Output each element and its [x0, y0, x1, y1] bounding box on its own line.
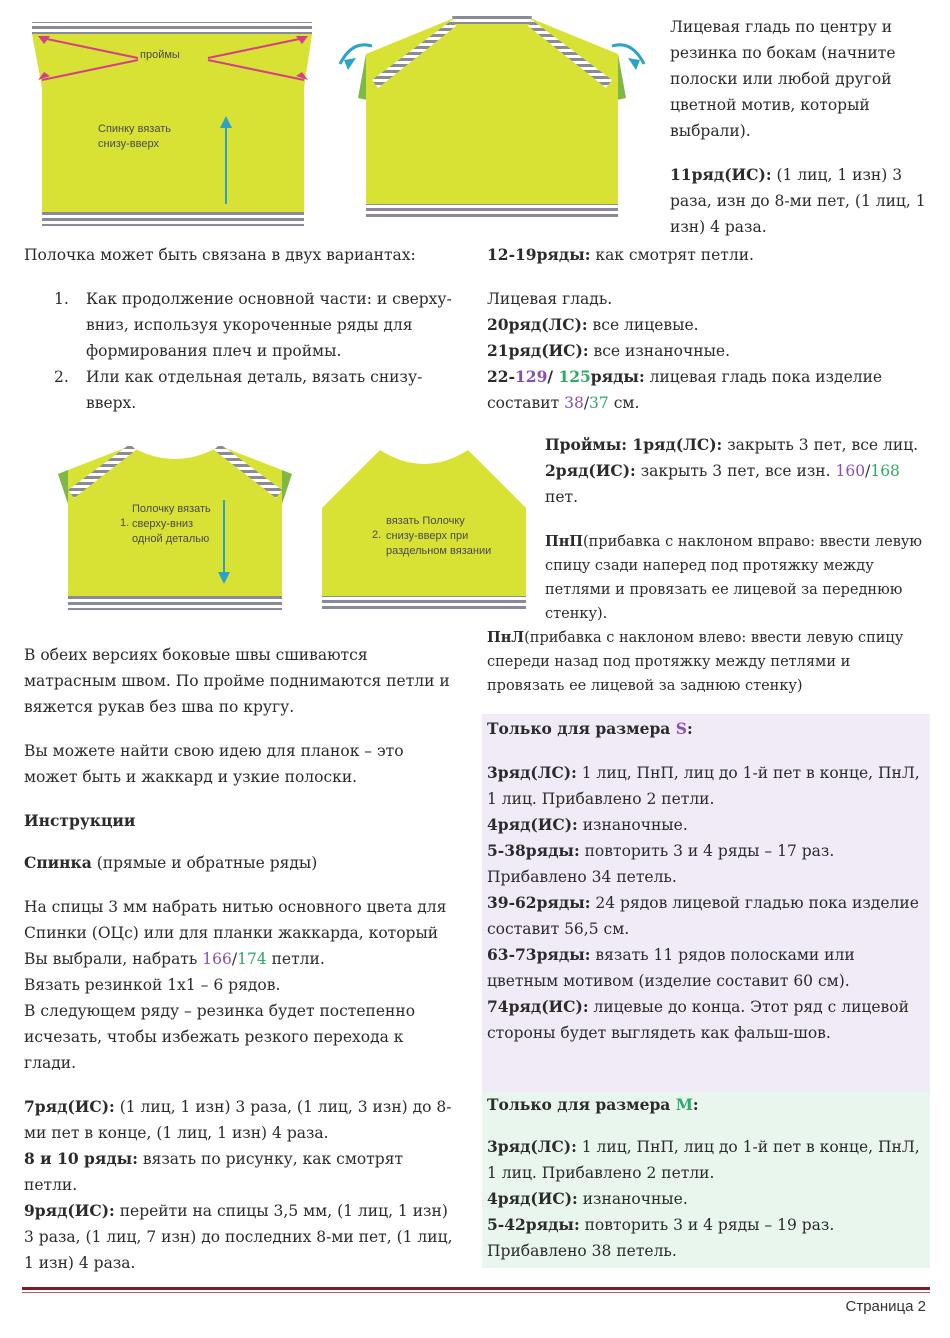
figure-front-one-piece: [50, 440, 300, 615]
side-seams-note: В обеих версиях боковые швы сшиваются матрасным швом. По пройме поднимаются петли и вяжется рукав без шва по кругу.: [24, 646, 450, 716]
front-intro: Полочка может быть связана в двух вариантах:: [24, 246, 416, 264]
figure-back-piece: [28, 14, 318, 234]
figure-front-separate: [318, 438, 530, 616]
footer-rule-thin: [22, 1292, 930, 1293]
bottom-rib: [42, 212, 304, 226]
top-stripe: [32, 22, 312, 34]
armholes-label: проймы: [140, 49, 180, 61]
armholes-block: Проймы: 1ряд(ЛС): закрыть 3 пет, все лиц. 2ряд(ИС): закрыть 3 пет, все изн. 160/168 пет.: [545, 435, 919, 506]
row12-19: 12-19ряды: как смотрят петли.: [487, 245, 754, 264]
cast-on-block: На спицы 3 мм набрать нитью основного цвета для Спинки (ОЦс) или для планки жаккарда, который Вы выбрали, набрать 166/174 петли. Вязать резинкой 1х1 – 6 рядов. В следующем ряду – резинка будет постепенно исчезать, чтобы избежать резкого перехода к глади.: [24, 898, 447, 1072]
footer-rule: [22, 1287, 930, 1290]
size-m-heading: Только для размера M:: [487, 1095, 699, 1114]
center-stockinette-note: Лицевая гладь по центру и резинка по бокам (начните полоски или любой другой цветной мотив, который выбрали).: [670, 18, 896, 140]
page-number: Страница 2: [845, 1298, 926, 1315]
pnp-definition: ПнП(прибавка с наклоном вправо: ввести левую спицу сзади наперед под протяжку между петлями и провязать ее лицевой за переднюю стенку).: [545, 533, 923, 622]
back-heading: Спинка (прямые и обратные ряды): [24, 853, 318, 872]
front-one-piece-num: 1.: [120, 517, 130, 529]
list-item: 1. Как продолжение основной части: и сверху-вниз, используя укороченные ряды для формирования плеч и проймы.: [54, 290, 452, 360]
pnl-definition: ПнЛ(прибавка с наклоном влево: ввести левую спицу спереди назад под протяжку между петлями и провязать ее лицевой за заднюю стенку): [487, 629, 904, 694]
size-s-rows: 3ряд(ЛС): 1 лиц, ПнП, лиц до 1-й пет в конце, ПнЛ, 1 лиц. Прибавлено 2 петли. 4ряд(ИС): изнаночные. 5-38ряды: повторить 3 и 4 ряды – 17 раз. Прибавлено 34 петель. 39-62ряды: 24 рядов лицевой гладью пока изделие составит 56,5 см. 63-73ряды: вязать 11 рядов полосками или цветным мотивом (изделие составит 60 см). 74ряд(ИС): лицевые до конца. Этот ряд с лицевой стороны будет выглядеть как фальш-шов.: [487, 763, 920, 1042]
size-m-rows: 3ряд(ЛС): 1 лиц, ПнП, лиц до 1-й пет в конце, ПнЛ, 1 лиц. Прибавлено 2 петли. 4ряд(ИС): изнаночные. 5-42ряды: повторить 3 и 4 ряды – 19 раз. Прибавлено 38 петель.: [487, 1137, 920, 1260]
bands-idea-note: Вы можете найти свою идею для планок – это может быть и жаккард и узкие полоски.: [24, 742, 404, 786]
front-options-list: [24, 286, 464, 416]
front-separate-num: 2.: [372, 529, 382, 541]
front-one-piece-label: Полочку вязать сверху-вниз одной деталью: [132, 503, 211, 545]
back-knit-label: Спинку вязать снизу-вверх: [98, 123, 171, 150]
figure-raglan: [332, 10, 652, 225]
raglan-drawing: [332, 10, 652, 225]
size-s-heading: Только для размера S:: [487, 719, 693, 738]
row11: 11ряд(ИС): (1 лиц, 1 изн) 3 раза, изн до 8-ми пет, (1 лиц, 1 изн) 4 раза.: [670, 165, 926, 236]
rows-7-9-block: 7ряд(ИС): (1 лиц, 1 изн) 3 раза, (1 лиц, 3 изн) до 8-ми пет в конце, (1 лиц, 1 изн) 4 раза. 8 и 10 ряды: вязать по рисунку, как смотрят петли. 9ряд(ИС): перейти на спицы 3,5 мм, (1 лиц, 1 изн) 3 раза, (1 лиц, 7 изн) до последних 8-ми пет, (1 лиц, 1 изн) 4 раза.: [24, 1097, 453, 1272]
raglan-body: [366, 18, 618, 212]
instructions-heading: Инструкции: [24, 811, 136, 830]
list-item: 2. Или как отдельная деталь, вязать снизу-вверх.: [54, 368, 423, 412]
front-separate-label: вязать Полочку снизу-вверх при раздельном вязании: [386, 515, 492, 557]
stockinette-block: Лицевая гладь. 20ряд(ЛС): все лицевые. 21ряд(ИС): все изнаночные. 22-129/ 125ряды: лицевая гладь пока изделие составит 38/37 см.: [487, 290, 883, 412]
